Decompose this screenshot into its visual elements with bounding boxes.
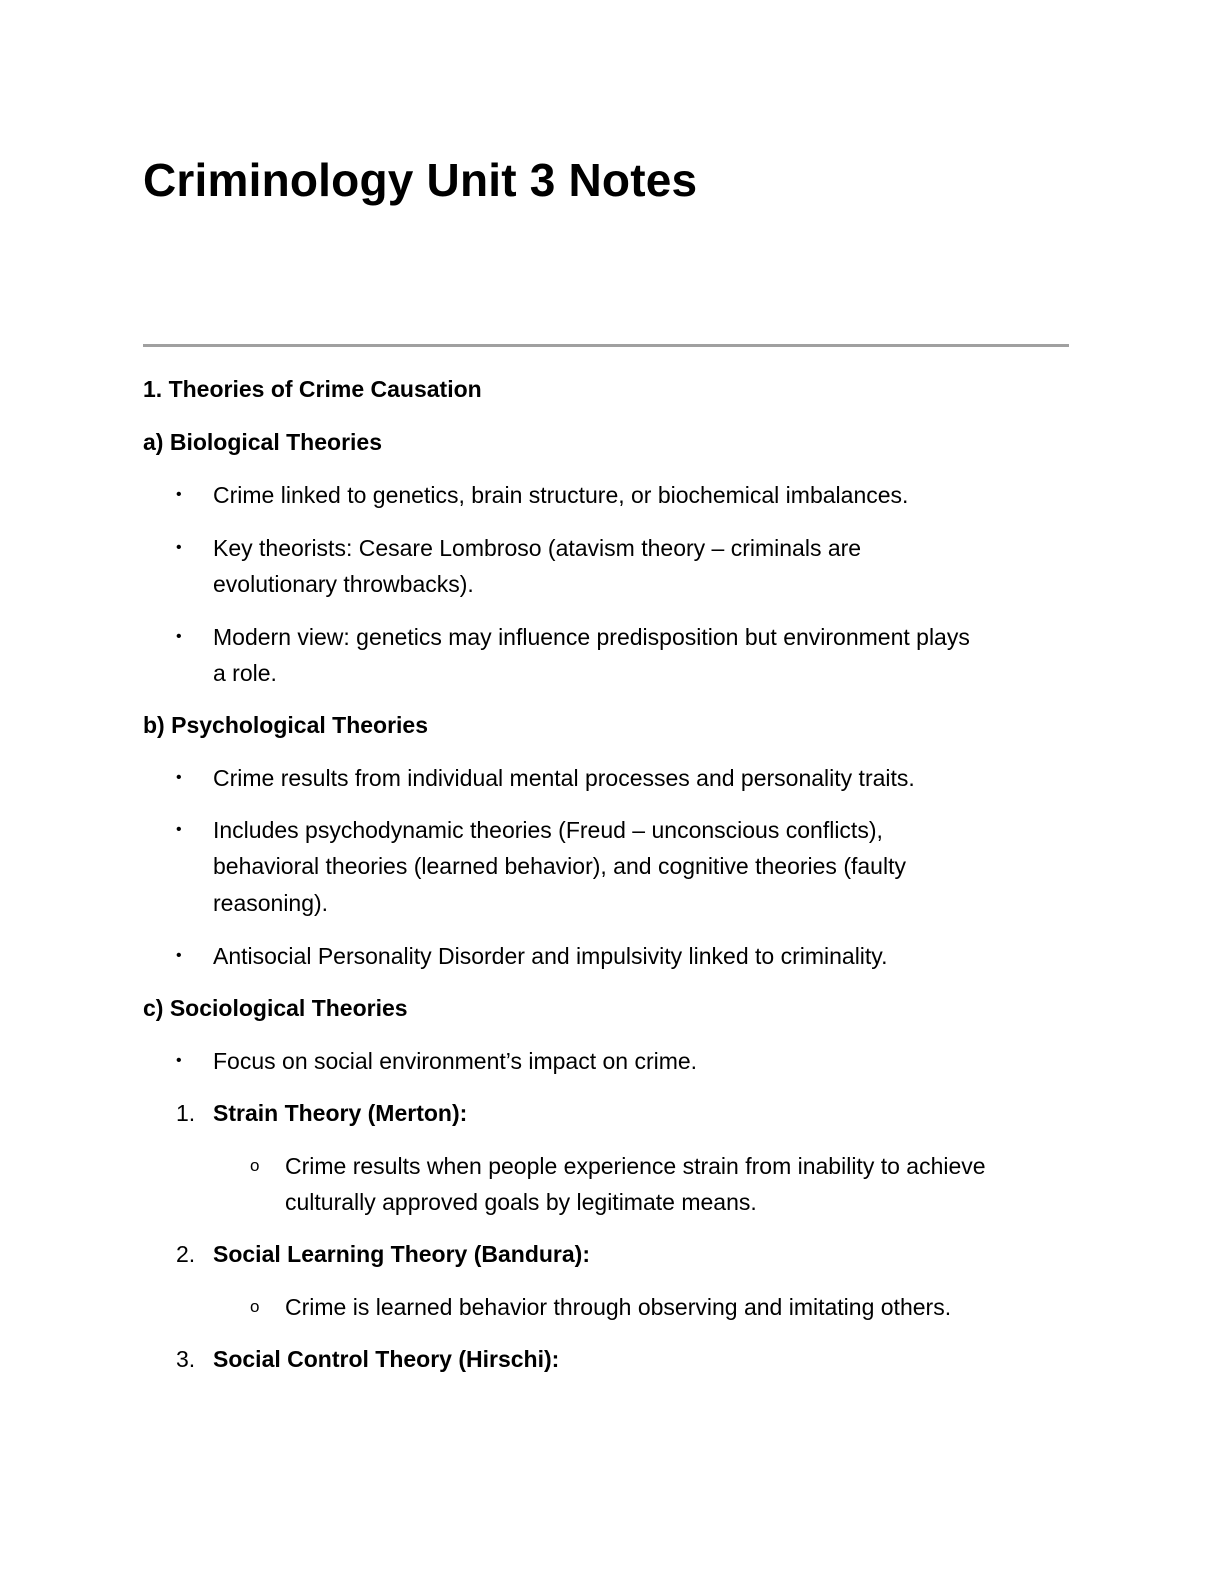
bullet-text: Crime linked to genetics, brain structure, or biochemical imbalances. — [213, 482, 909, 508]
list-number: 3. — [176, 1346, 196, 1372]
sub-bullet-text: Crime results when people experience strain from inability to achieve — [285, 1153, 986, 1179]
bullet-text: Key theorists: Cesare Lombroso (atavism theory – criminals are — [213, 535, 862, 561]
bullet-text: Crime results from individual mental processes and personality traits. — [213, 765, 915, 791]
bullet-text-continued: evolutionary throwbacks). — [213, 571, 474, 597]
bullet-text-continued: a role. — [213, 660, 277, 686]
sub-bullet-text: Crime is learned behavior through observing and imitating others. — [285, 1294, 952, 1320]
bullet-text-continued: behavioral theories (learned behavior), and cognitive theories (faulty — [213, 853, 906, 879]
list-number: 1. — [176, 1100, 196, 1126]
bullet-icon: • — [176, 628, 182, 645]
bullet-icon: • — [176, 539, 182, 556]
numbered-item-label: Strain Theory (Merton): — [213, 1100, 468, 1126]
bullet-icon: • — [176, 947, 182, 964]
list-number: 2. — [176, 1241, 196, 1267]
bullet-icon: • — [176, 486, 182, 503]
document-title: Criminology Unit 3 Notes — [143, 154, 698, 206]
bullet-icon: • — [176, 769, 182, 786]
bullet-text: Modern view: genetics may influence predisposition but environment plays — [213, 624, 970, 650]
bullet-icon: • — [176, 1052, 182, 1069]
sub-bullet-text-continued: culturally approved goals by legitimate means. — [285, 1189, 757, 1215]
section-heading: 1. Theories of Crime Causation — [143, 376, 482, 402]
bullet-text: Includes psychodynamic theories (Freud – unconscious conflicts), — [213, 817, 883, 843]
sub-bullet-icon: o — [250, 1297, 260, 1316]
bullet-text: Antisocial Personality Disorder and impulsivity linked to criminality. — [213, 943, 888, 969]
subsection-heading-psychological: b) Psychological Theories — [143, 712, 429, 738]
numbered-item-label: Social Learning Theory (Bandura): — [213, 1241, 590, 1267]
bullet-text-continued: reasoning). — [213, 890, 329, 916]
bullet-icon: • — [176, 821, 182, 838]
subsection-heading-biological: a) Biological Theories — [143, 429, 382, 455]
subsection-heading-sociological: c) Sociological Theories — [143, 995, 408, 1021]
bullet-text: Focus on social environment’s impact on crime. — [213, 1048, 698, 1074]
sub-bullet-icon: o — [250, 1156, 260, 1175]
numbered-item-label: Social Control Theory (Hirschi): — [213, 1346, 560, 1372]
horizontal-rule — [143, 344, 1069, 347]
